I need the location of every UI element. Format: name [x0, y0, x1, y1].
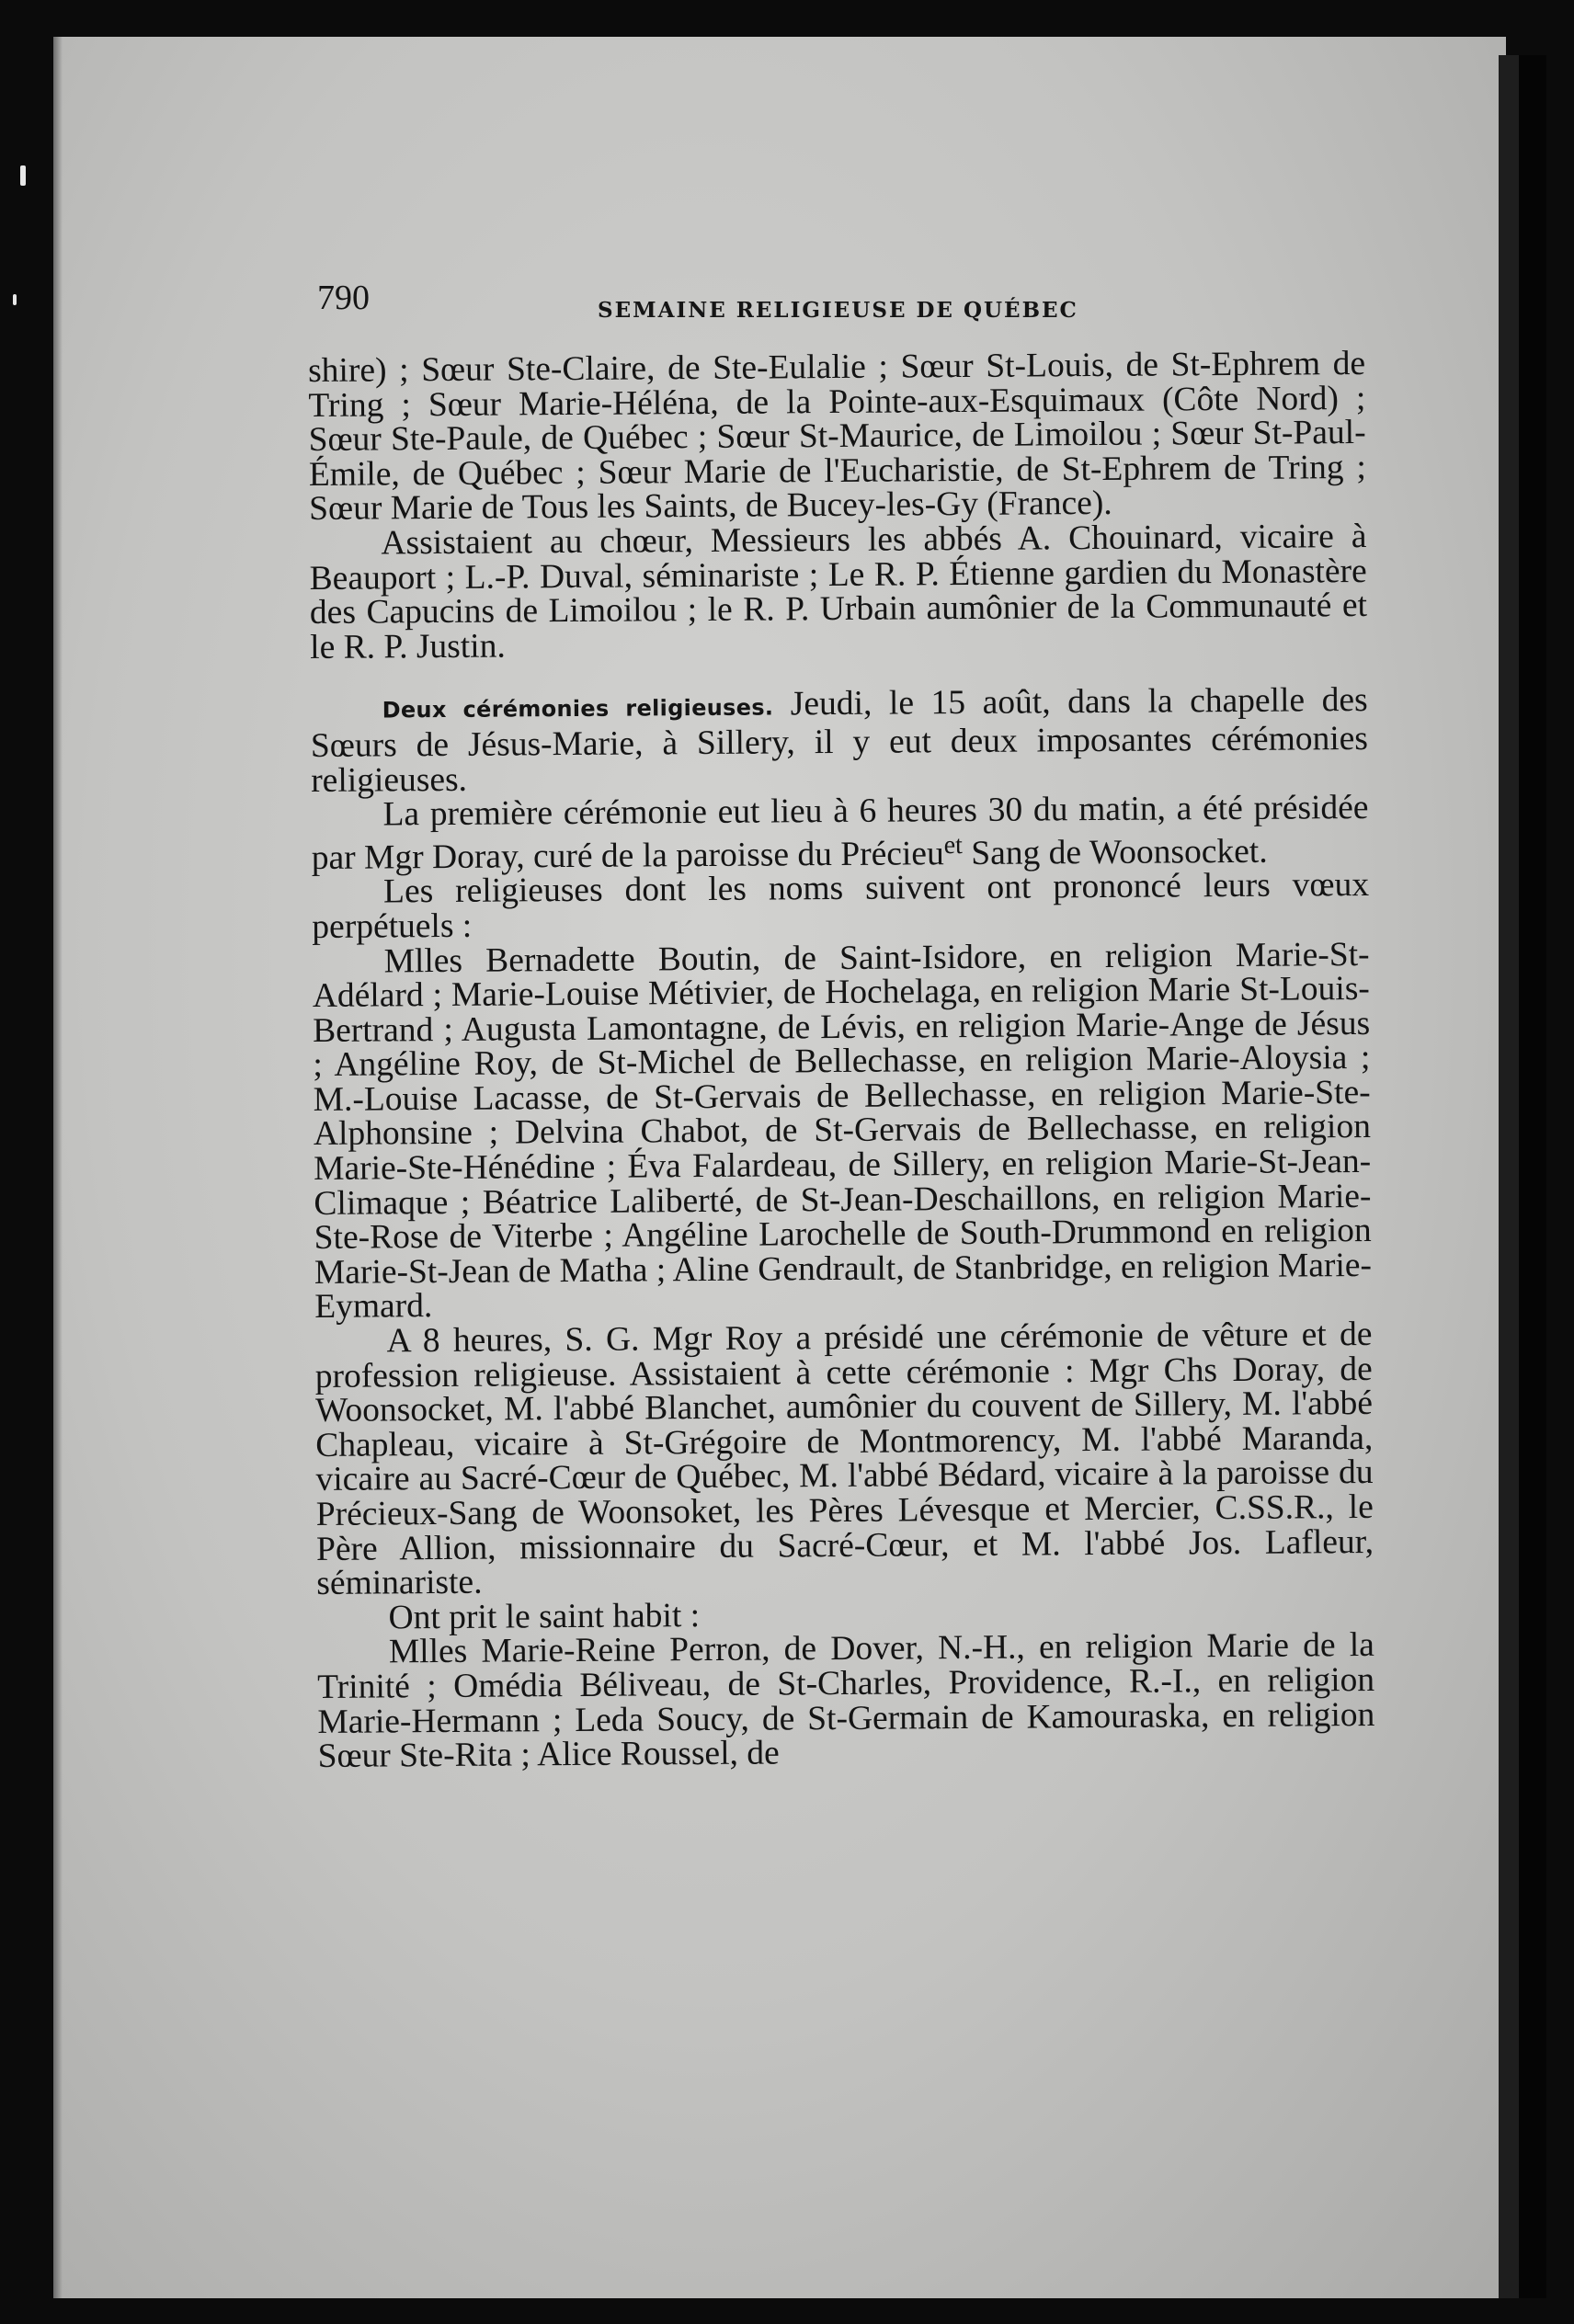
article-body — [307, 344, 1375, 1776]
section-run-in-heading: Deux cérémonies religieuses. — [382, 694, 774, 723]
paragraph-first-ceremony — [311, 791, 1369, 875]
paragraph-habit-names — [316, 1626, 1375, 1776]
paragraph-perpetual-vows-names — [312, 937, 1372, 1325]
paragraph-text: shire) ; Sœur Ste-Claire, de Ste-Eulalie ; Sœur St-Louis, de St-Ephrem de Tring ; Sœur Marie-Héléna, de la Pointe-aux-Esquimaux (Côte Nord) ; Sœur Ste-Paule, de Québec ; Sœur St-Maurice, de Limoilou ; Sœur St-Paul-Émile, de Québec ; Sœur Marie de l'Eucharistie, de St-Ephrem de Tring ; Sœur Marie de Tous les Saints, de Bucey-les-Gy (France). — [307, 344, 1367, 529]
paragraph-two-ceremonies — [311, 683, 1369, 798]
page-edge-shadow — [53, 37, 63, 2298]
page-number: 790 — [317, 279, 370, 317]
superscript-fragment: et — [943, 830, 964, 860]
paragraph-second-ceremony — [314, 1317, 1374, 1601]
paragraph-text: A 8 heures, S. G. Mgr Roy a présidé une cérémonie de vêture et de profession religieuse. Assistaient à cette cérémonie : Mgr Chs Doray, de Woonsocket, M. l'abbé Blanchet, aumônier du couvent de Sillery, M. l'abbé Chapleau, vicaire à St-Grégoire de Montmorency, M. l'abbé Maranda, vicaire au Sacré-Cœur de Québec, M. l'abbé Bédard, vicaire à la paroisse du Précieux-Sang de Woonsoket, les Pères Lévesque et Mercier, C.SS.R., le Père Allion, missionnaire du Sacré-Cœur, et M. l'abbé Jos. Lafleur, séminariste. — [314, 1315, 1374, 1603]
film-speck — [20, 165, 26, 186]
paragraph-sisters-list-continued — [307, 344, 1367, 529]
paragraph-text: Ont prit le saint habit : — [388, 1596, 701, 1637]
paragraph-text: Mlles Bernadette Boutin, de Saint-Isidore, en religion Marie-St-Adélard ; Marie-Louise Métivier, de Hochelaga, en religion Marie St-Louis-Bertrand ; Augusta Lamontagne, de Lévis, en religion Marie-Ange de Jésus ; Angéline Roy, de St-Michel de Bellechasse, en religion Marie-Aloysia ; M.-Louise Lacasse, de St-Gervais de Bellechasse, en religion Marie-Ste-Alphonsine ; Delvina Chabot, de St-Gervais de Bellechasse, en religion Marie-Ste-Hénédine ; Éva Falardeau, de Sillery, en religion Marie-St-Jean-Climaque ; Béatrice Laliberté, de St-Jean-Deschaillons, en religion Marie-Ste-Rose de Viterbe ; Angéline Larochelle de South-Drummond en religion Marie-St-Jean de Matha ; Aline Gendrault, de Stanbridge, en religion Marie-Eymard. — [312, 935, 1373, 1327]
film-border — [1519, 55, 1546, 2298]
film-speck — [13, 294, 17, 305]
paragraph-choir-attendees — [309, 519, 1367, 665]
facing-page-edge — [1499, 55, 1519, 2298]
paragraph-text: Jeudi, le 15 août, dans la chapelle des Sœurs de Jésus-Marie, à Sillery, il y eut deux imposantes cérémonies religieuses. — [310, 681, 1369, 800]
paragraph-text: La première cérémonie eut lieu à 6 heures 30 du matin, a été présidée par Mgr Doray, curé de la paroisse du Précieu — [311, 789, 1369, 877]
paragraph-text: Assistaient au chœur, Messieurs les abbés A. Chouinard, vicaire à Beauport ; L.-P. Duval, séminariste ; Le R. P. Étienne gardien du Monastère des Capucins de Limoilou ; le R. P. Urbain aumônier de la Communauté et le R. P. Justin. — [309, 517, 1368, 666]
paragraph-perpetual-vows-intro — [312, 868, 1369, 944]
journal-title: SEMAINE RELIGIEUSE DE QUÉBEC — [598, 298, 1078, 323]
paragraph-text: Les religieuses dont les noms suivent ont prononcé leurs vœux perpétuels : — [312, 866, 1370, 946]
paragraph-text-continued: Sang de Woonsocket. — [962, 832, 1268, 872]
paragraph-text: Mlles Marie-Reine Perron, de Dover, N.-H., en religion Marie de la Trinité ; Omédia Béliveau, de St-Charles, Providence, R.-I., en religion Marie-Hermann ; Leda Soucy, de St-Germain de Kamouraska, en religion Sœur Ste-Rita ; Alice Roussel, de — [316, 1626, 1375, 1776]
running-head — [317, 278, 1145, 324]
